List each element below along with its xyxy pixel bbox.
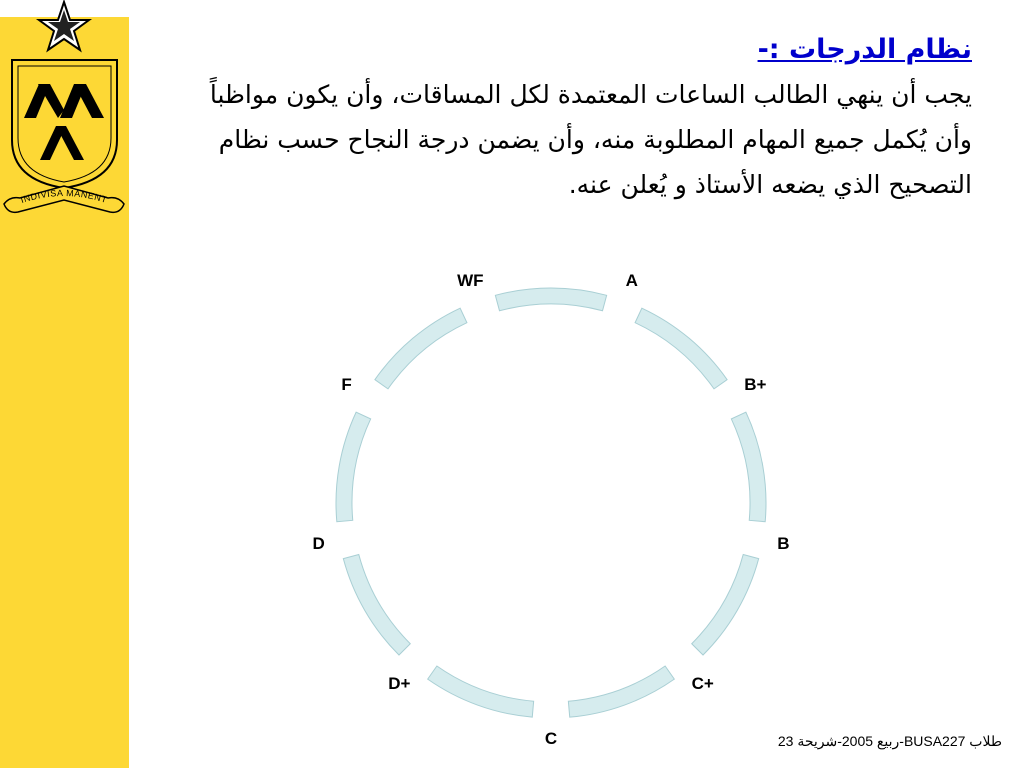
shield-icon <box>12 60 117 188</box>
cycle-segment <box>375 308 467 389</box>
motto-scroll <box>4 186 124 212</box>
grade-label: WF <box>457 271 484 291</box>
cycle-segment <box>428 666 534 717</box>
cycle-segment <box>336 412 371 522</box>
grade-label: F <box>341 375 352 394</box>
grade-label: A <box>625 271 638 291</box>
star-icon <box>39 2 89 50</box>
text-block <box>190 28 972 207</box>
cycle-segment <box>568 666 674 717</box>
emblem <box>0 0 129 225</box>
cycle-segment <box>343 555 410 656</box>
footer: طلاب BUSA227-ربيع 2005-شريحة 23 <box>777 733 1002 749</box>
grade-label: B+ <box>744 375 767 394</box>
slide-title: نظام الدرجات :- <box>757 34 972 65</box>
grade-label: D <box>312 533 325 553</box>
cycle-segment <box>495 288 606 311</box>
slide-body: يجب أن ينهي الطالب الساعات المعتمدة لكل المساقات، وأن يكون مواظباً وأن يُكمل جميع المهام المطلوبة منه، وأن يضمن درجة النجاح حسب نظام التصحيح الذي يضعه الأستاذ و يُعلن عنه. <box>209 80 972 199</box>
cycle-segment <box>692 555 759 656</box>
motto-text: INDIVISA MANENT <box>19 187 109 206</box>
grade-label: B <box>777 533 790 553</box>
cycle-segment <box>635 308 727 389</box>
grade-label: C <box>544 729 558 748</box>
cycle-segment <box>731 412 766 522</box>
grade-label: D+ <box>388 673 411 693</box>
grade-label: C+ <box>691 673 714 693</box>
